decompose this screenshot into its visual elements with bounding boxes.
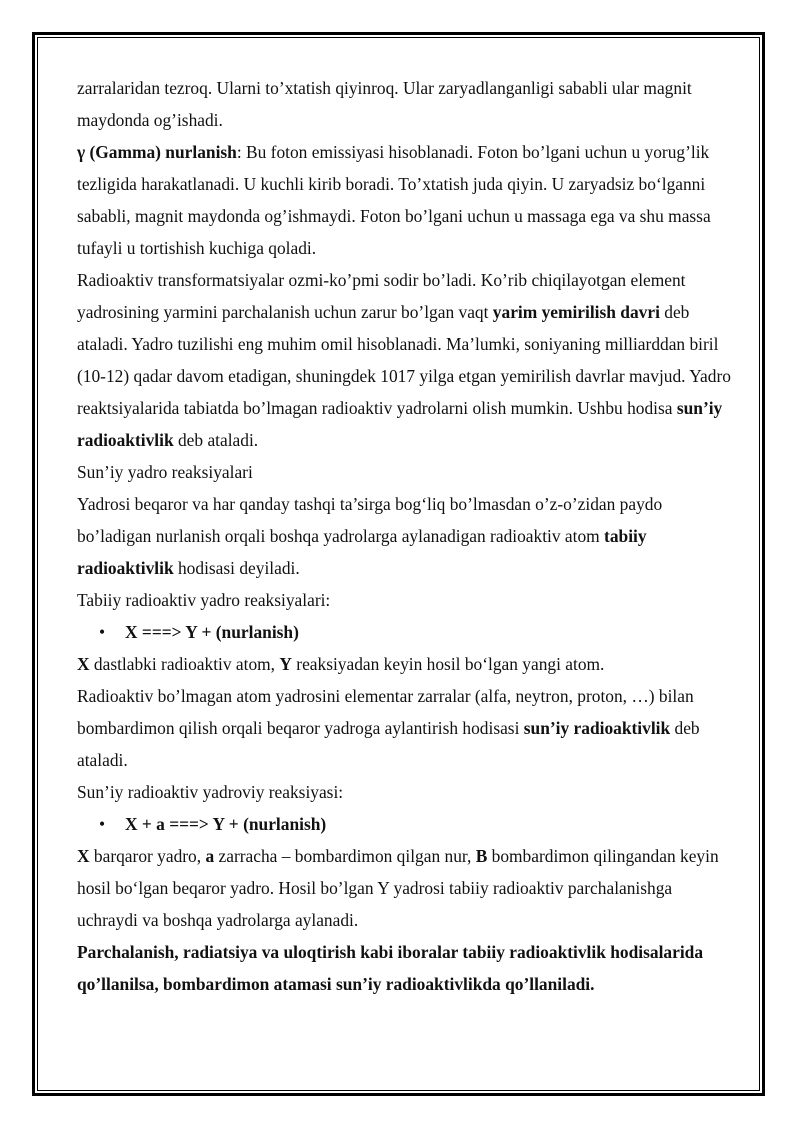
term-gamma: γ (Gamma) nurlanish [77, 142, 237, 162]
paragraph-text: : Bu foton emissiyasi hisoblanadi. Foton bo’lgani uchun u yorug’lik tezligida harakatlanadi. U kuchli kirib boradi. To’xtatish juda qiyin. U zaryadsiz bo‘lganni sababli, magnit maydonda og’ishmaydi. Foton bo’lgani uchun u massaga ega va shu massa tufayli u tortishish kuchiga qoladi. [77, 142, 711, 258]
heading-text: Tabiiy radioaktiv yadro reaksiyalari: [77, 590, 331, 610]
paragraph-artificial-definition [77, 680, 737, 776]
term-artificial-radioactivity: sun’iy radioaktivlik [77, 398, 723, 450]
paragraph-text: Yadrosi beqaror va har qanday tashqi ta’sirga bog‘liq bo’lmasdan o’z-o’zidan paydo bo’ladigan nurlanish orqali boshqa yadrolarga aylanadigan radioaktiv atom [77, 494, 663, 546]
paragraph-text: reaksiyadan keyin hosil bo‘lgan yangi atom. [291, 654, 605, 674]
paragraph-natural-explanation [77, 648, 737, 680]
heading-text: Sun’iy radioaktiv yadroviy reaksiyasi: [77, 782, 344, 802]
equation-artificial: X + a ===> Y + (nurlanish) [125, 814, 327, 834]
symbol-y: Y [279, 654, 292, 674]
paragraph-text: deb ataladi. [77, 718, 700, 770]
term-natural-radioactivity: tabiiy radioaktivlik [77, 526, 647, 578]
term-artificial-radioactivity: sun’iy radioaktivlik [523, 718, 671, 738]
paragraph-natural-radioactivity [77, 488, 737, 584]
paragraph-conclusion [77, 936, 737, 1000]
paragraph-beta-continuation [77, 72, 737, 136]
paragraph-gamma-radiation [77, 136, 737, 264]
paragraph-text: Radioaktiv bo’lmagan atom yadrosini elementar zarralar (alfa, neytron, proton, …) bilan bombardimon qilish orqali beqaror yadroga aylantirish hodisasi [77, 686, 694, 738]
heading-text: Sun’iy yadro reaksiyalari [77, 462, 253, 482]
heading-artificial-reactions [77, 456, 737, 488]
paragraph-text: dastlabki radioaktiv atom, [89, 654, 280, 674]
paragraph-text: deb ataladi. Yadro tuzilishi eng muhim omil hisoblanadi. Ma’lumki, soniyaning milliarddan biril (10-12) qadar davom etadigan, shuningdek 1017 yilga etgan yemirilish davrlar mavjud. Yadro reaktsiyalarida tabiatda bo’lmagan radioaktiv yadrolarni olish mumkin. Ushbu hodisa [77, 302, 731, 418]
symbol-x: X [77, 846, 90, 866]
paragraph-artificial-explanation [77, 840, 737, 936]
bullet-dot: • [99, 622, 106, 642]
term-half-life: yarim yemirilish davri [492, 302, 660, 322]
paragraph-text: deb ataladi. [173, 430, 259, 450]
bullet-dot: • [99, 814, 106, 834]
paragraph-text: hodisasi deyiladi. [173, 558, 300, 578]
heading-natural-reactions [77, 584, 737, 616]
symbol-b: B [475, 846, 488, 866]
document-body [77, 72, 737, 1000]
paragraph-text: Radioaktiv transformatsiyalar ozmi-ko’pmi sodir bo’ladi. Ko’rib chiqilayotgan element yadrosining yarmini parchalanish uchun zarur bo’lgan vaqt [77, 270, 686, 322]
bullet-natural-equation [77, 616, 737, 648]
heading-artificial-nuclear-reaction [77, 776, 737, 808]
paragraph-text: bombardimon qilingandan keyin hosil bo‘lgan beqaror yadro. Hosil bo’lgan Y yadrosi tabiiy radioaktiv parchalanishga uchraydi va boshqa yadrolarga aylanadi. [77, 846, 719, 930]
paragraph-text: zarralaridan tezroq. Ularni to’xtatish qiyinroq. Ular zaryadlanganligi sababli ular magnit maydonda og’ishadi. [77, 78, 692, 130]
symbol-a: a [205, 846, 215, 866]
paragraph-text: barqaror yadro, [89, 846, 206, 866]
paragraph-half-life [77, 264, 737, 456]
symbol-x: X [77, 654, 90, 674]
bullet-artificial-equation [77, 808, 737, 840]
paragraph-text: zarracha – bombardimon qilgan nur, [214, 846, 476, 866]
equation-natural: X ===> Y + (nurlanish) [125, 622, 299, 642]
conclusion-text: Parchalanish, radiatsiya va uloqtirish kabi iboralar tabiiy radioaktivlik hodisalarida qo’llanilsa, bombardimon atamasi sun’iy radioaktivlikda qo’llaniladi. [77, 942, 704, 994]
